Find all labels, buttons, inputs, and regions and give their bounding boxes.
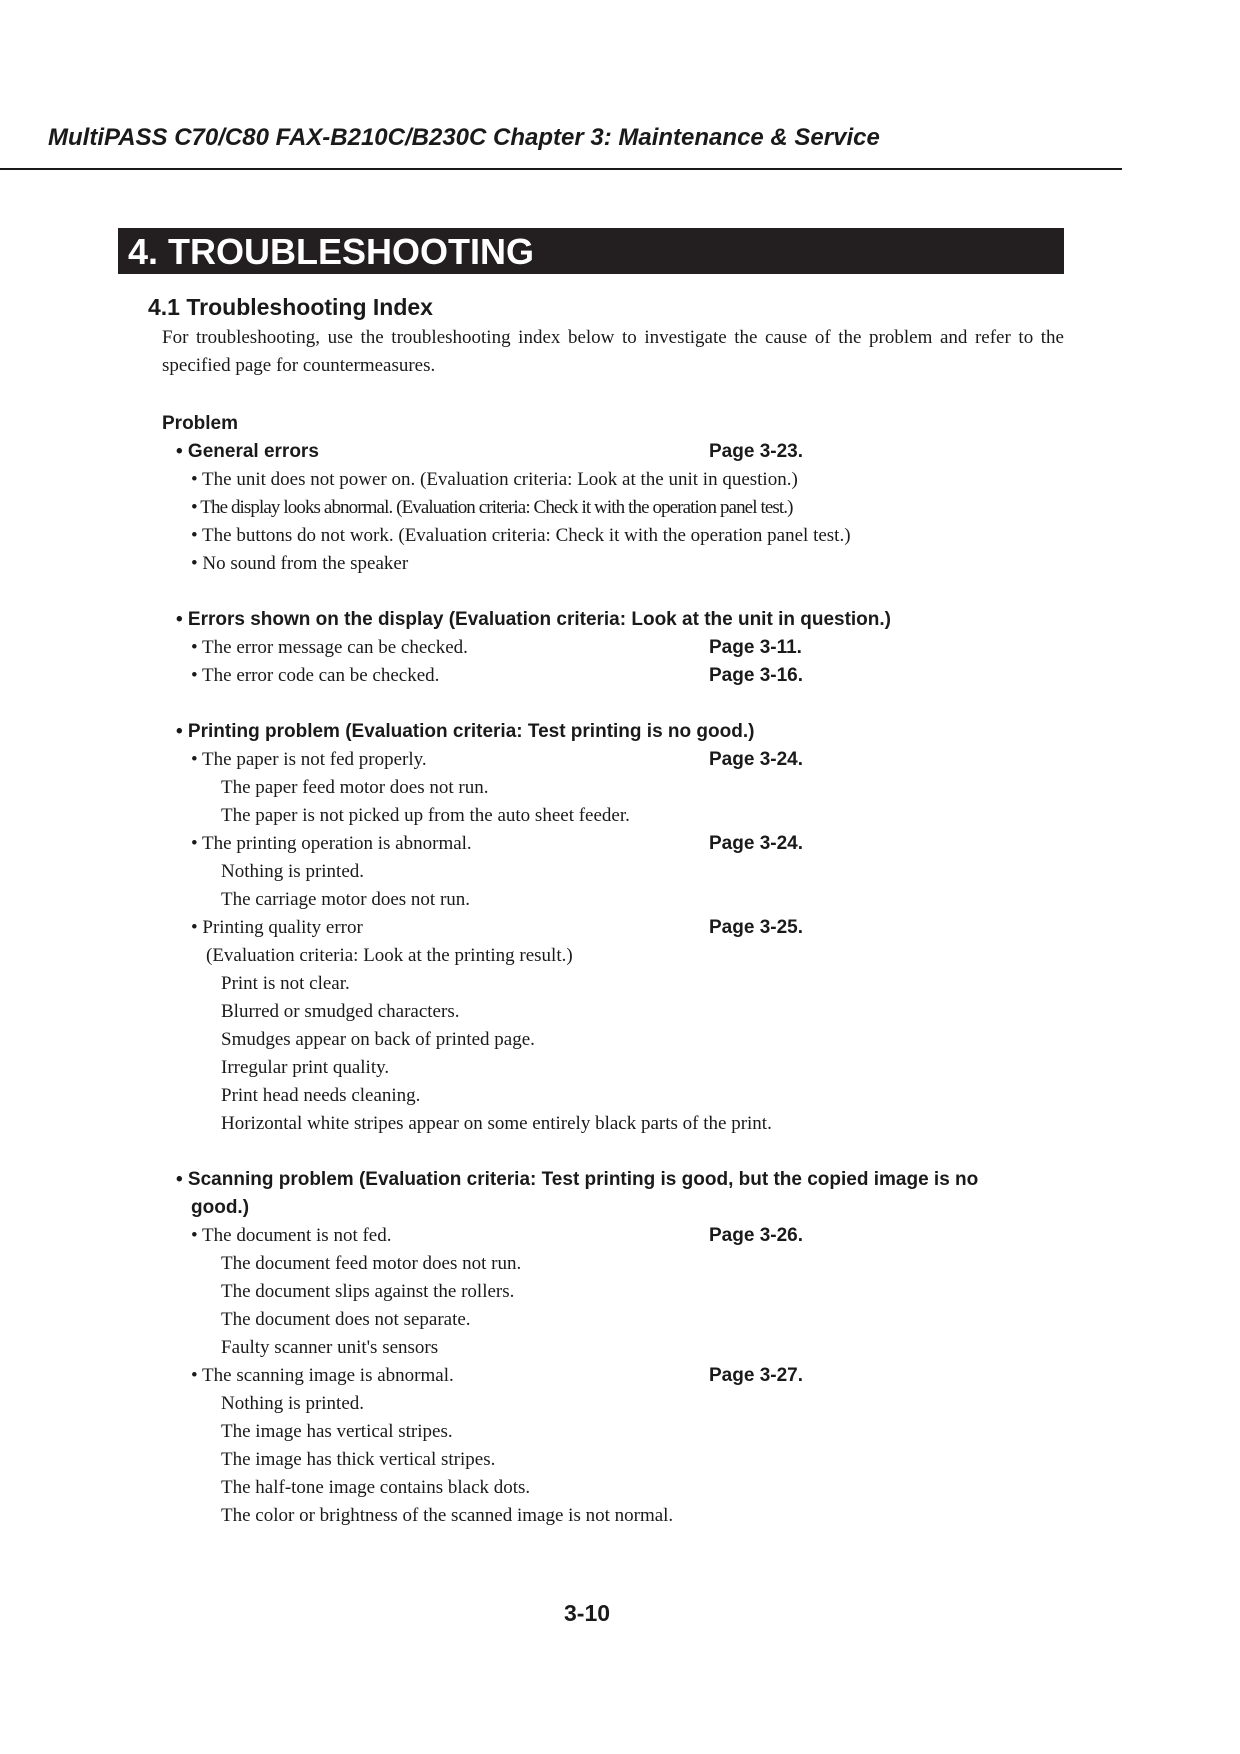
detail-item: Irregular print quality. [221,1057,390,1078]
page-ref: Page 3-24. [709,833,803,854]
detail-item: The carriage motor does not run. [221,889,471,910]
detail-item: The color or brightness of the scanned image is not normal. [221,1505,674,1526]
detail-item: The image has vertical stripes. [221,1421,453,1442]
detail-item: The half-tone image contains black dots. [221,1477,531,1498]
list-item: • The error message can be checked. [191,637,468,658]
detail-item: Blurred or smudged characters. [221,1001,460,1022]
list-item: • The scanning image is abnormal. [191,1365,454,1386]
page-ref: Page 3-26. [709,1225,803,1246]
list-item: • The display looks abnormal. (Evaluation criteria: Check it with the operation panel test.) [191,497,793,518]
header-rule [0,168,1122,170]
printing-problem-heading: • Printing problem (Evaluation criteria: Test printing is no good.) [176,721,755,742]
detail-item: The image has thick vertical stripes. [221,1449,496,1470]
page-ref: Page 3-27. [709,1365,803,1386]
page-ref: Page 3-11. [709,637,802,658]
intro-paragraph: For troubleshooting, use the troubleshooting index below to investigate the cause of the problem and refer to the specified page for countermeasures. [162,327,1064,376]
subsection-title: 4.1 Troubleshooting Index [148,294,433,320]
detail-item: Nothing is printed. [221,861,365,882]
list-item: • The buttons do not work. (Evaluation criteria: Check it with the operation panel test.) [191,525,851,546]
list-item: • The unit does not power on. (Evaluation criteria: Look at the unit in question.) [191,469,798,490]
problem-heading: Problem [162,413,239,434]
detail-item: The document feed motor does not run. [221,1253,522,1274]
document-header: MultiPASS C70/C80 FAX-B210C/B230C Chapter 3: Maintenance & Service [48,124,880,151]
detail-item: Print is not clear. [221,973,350,994]
page-ref: Page 3-24. [709,749,803,770]
page-ref: Page 3-25. [709,917,803,938]
general-errors-page-ref: Page 3-23. [709,441,803,462]
detail-item: The document slips against the rollers. [221,1281,515,1302]
section-title: 4. TROUBLESHOOTING [128,231,535,272]
detail-item: The paper feed motor does not run. [221,777,489,798]
scanning-problem-heading: • Scanning problem (Evaluation criteria: Test printing is good, but the copied image is no [176,1169,979,1190]
scanning-problem-heading-cont: good.) [191,1197,250,1218]
detail-item: Horizontal white stripes appear on some entirely black parts of the print. [221,1113,772,1134]
detail-item: The paper is not picked up from the auto sheet feeder. [221,805,630,826]
list-item: • No sound from the speaker [191,553,409,574]
list-item: • The paper is not fed properly. [191,749,427,770]
detail-item: Print head needs cleaning. [221,1085,421,1106]
general-errors-heading: • General errors [176,441,319,462]
page-ref: Page 3-16. [709,665,803,686]
list-item: • The document is not fed. [191,1225,392,1246]
list-item: • The printing operation is abnormal. [191,833,472,854]
detail-item: Smudges appear on back of printed page. [221,1029,535,1050]
page-number: 3-10 [564,1600,611,1626]
detail-item: Nothing is printed. [221,1393,365,1414]
criteria-note: (Evaluation criteria: Look at the printing result.) [206,945,573,966]
list-item: • Printing quality error [191,917,363,938]
detail-item: Faulty scanner unit's sensors [221,1337,439,1358]
display-errors-heading: • Errors shown on the display (Evaluation criteria: Look at the unit in question.) [176,609,892,630]
detail-item: The document does not separate. [221,1309,471,1330]
section-title-bar [118,228,1064,274]
list-item: • The error code can be checked. [191,665,440,686]
